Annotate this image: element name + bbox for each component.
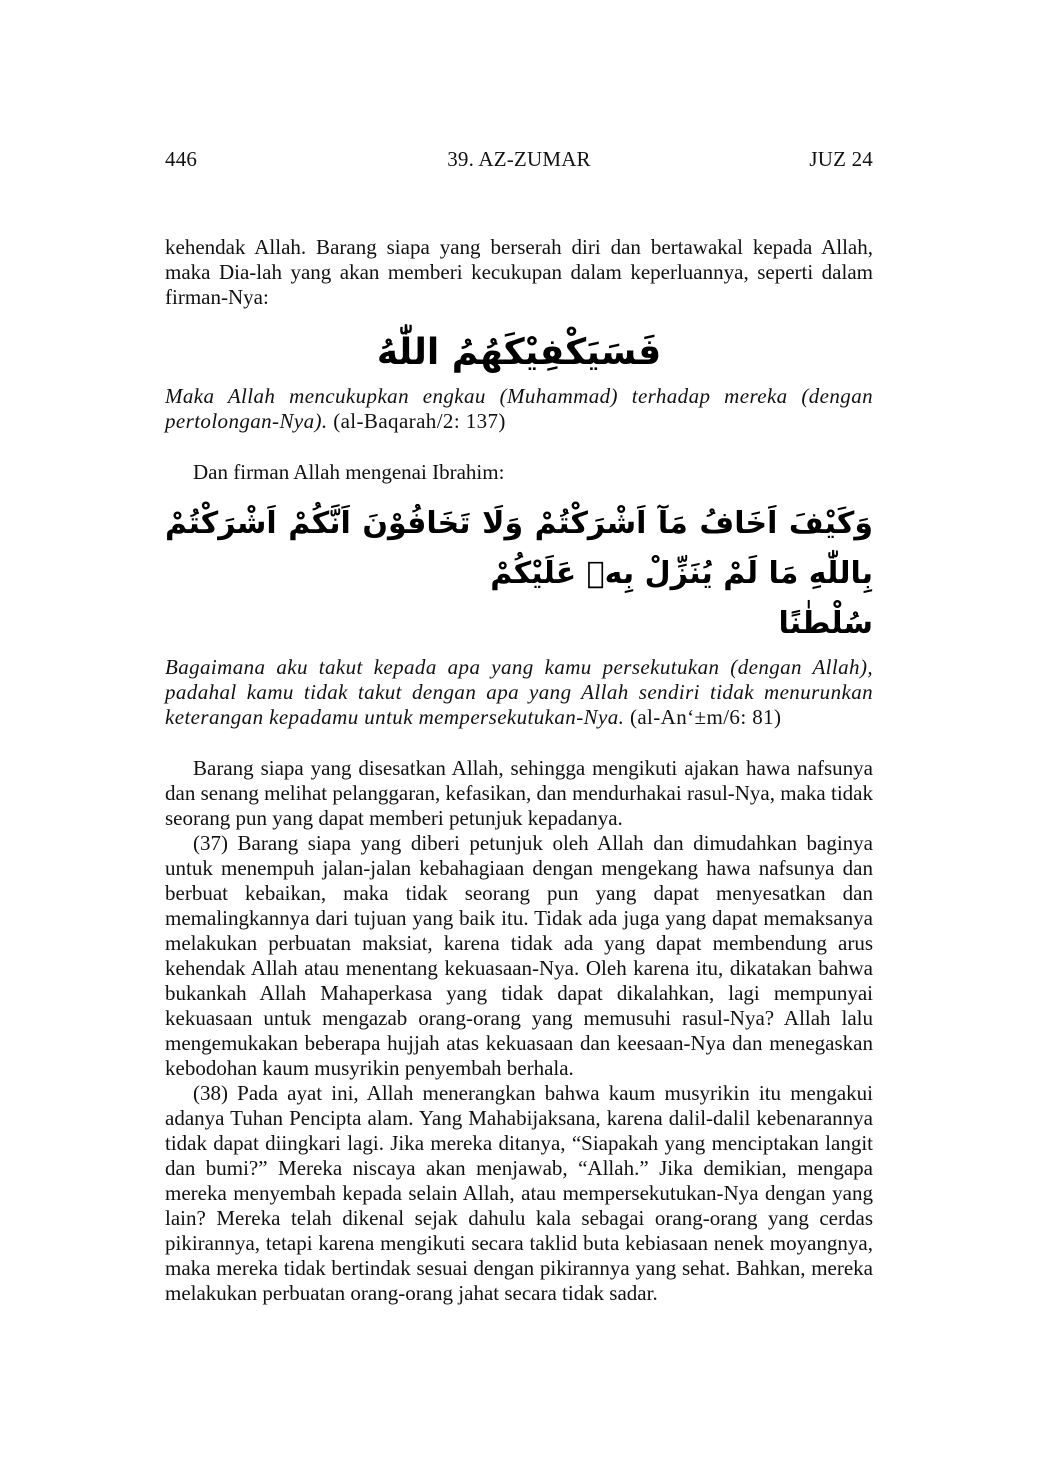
paragraph-misguided: Barang siapa yang disesatkan Allah, sehingga mengikuti ajakan hawa nafsunya dan senang melihat pelanggaran, kefasikan, dan mendurhakai rasul-Nya, maka tidak seorang pun yang dapat memberi petunjuk kepadanya. — [165, 756, 873, 830]
arabic-verse-anam — [165, 499, 873, 649]
arabic-line-2: سُلْطٰنًا — [778, 606, 873, 641]
juz-label: JUZ 24 — [809, 147, 873, 171]
verse-translation-anam — [165, 655, 873, 730]
arabic-verse-baqarah: فَسَيَكْفِيْكَهُمُ اللّٰهُ — [376, 332, 662, 373]
paragraph-intro: kehendak Allah. Barang siapa yang berserah diri dan bertawakal kepada Allah, maka Dia-lah yang akan memberi kecukupan dalam keperluannya, seperti dalam firman-Nya: — [165, 235, 873, 309]
verse-translation-baqarah — [165, 384, 873, 434]
verse-reference: (al-Baqarah/2: 137) — [333, 409, 506, 433]
translation-text: Maka Allah mencukupkan engkau (Muhammad) terhadap mereka (dengan pertolongan-Nya). — [165, 384, 873, 433]
page-body — [165, 235, 873, 1306]
paragraph-38: (38) Pada ayat ini, Allah menerangkan bahwa kaum musyrikin itu mengakui adanya Tuhan Pencipta alam. Yang Mahabijaksana, karena dalil-dalil kebenarannya tidak dapat diingkari lagi. Jika mereka ditanya, “Siapakah yang menciptakan langit dan bumi?” Mereka niscaya akan menjawab, “Allah.” Jika demikian, mengapa mereka menyembah kepada selain Allah, atau mempersekutukan-Nya dengan yang lain? Mereka telah dikenal sejak dahulu kala sebagai orang-orang yang cerdas pikirannya, tetapi karena mengikuti secara taklid buta kebiasaan nenek moyangnya, maka mereka tidak bertindak sesuai dengan pikirannya yang sehat. Bahkan, mereka melakukan perbuatan orang-orang jahat secara tidak sadar. — [165, 1081, 873, 1305]
page-number: 446 — [165, 147, 198, 171]
chapter-title: 39. AZ-ZUMAR — [447, 147, 591, 171]
page-header — [165, 147, 873, 172]
paragraph-37: (37) Barang siapa yang diberi petunjuk oleh Allah dan dimudahkan baginya untuk menempuh jalan-jalan kebahagiaan dengan mengekang hawa nafsunya dan berbuat kebaikan, maka tidak seorang pun yang dapat menyesatkan dan memalingkannya dari tujuan yang baik itu. Tidak ada juga yang dapat memaksanya melakukan perbuatan maksiat, karena tidak ada yang dapat membendung arus kehendak Allah atau menentang kekuasaan-Nya. Oleh karena itu, dikatakan bahwa bukankah Allah Mahaperkasa yang tidak dapat dikalahkan, lagi mempunyai kekuasaan untuk mengazab orang-orang yang memusuhi rasul-Nya? Allah lalu mengemukakan beberapa hujjah atas kekuasaan dan keesaan-Nya dan menegaskan kebodohan kaum musyrikin penyembah berhala. — [165, 831, 873, 1080]
arabic-line-1: وَكَيْفَ اَخَافُ مَآ اَشْرَكْتُمْ وَلَا تَخَافُوْنَ اَنَّكُمْ اَشْرَكْتُمْ بِاللّٰهِ مَا لَمْ يُنَزِّلْ بِهٖ عَلَيْكُمْ — [165, 506, 873, 591]
translation-text: Bagaimana aku takut kepada apa yang kamu persekutukan (dengan Allah), padahal kamu tidak takut dengan apa yang Allah sendiri tidak menurunkan keterangan kepadamu untuk mempersekutukan-Nya. — [165, 655, 873, 729]
paragraph-ibrahim-intro: Dan firman Allah mengenai Ibrahim: — [193, 460, 505, 484]
verse-reference: (al-An‘±m/6: 81) — [629, 705, 782, 729]
